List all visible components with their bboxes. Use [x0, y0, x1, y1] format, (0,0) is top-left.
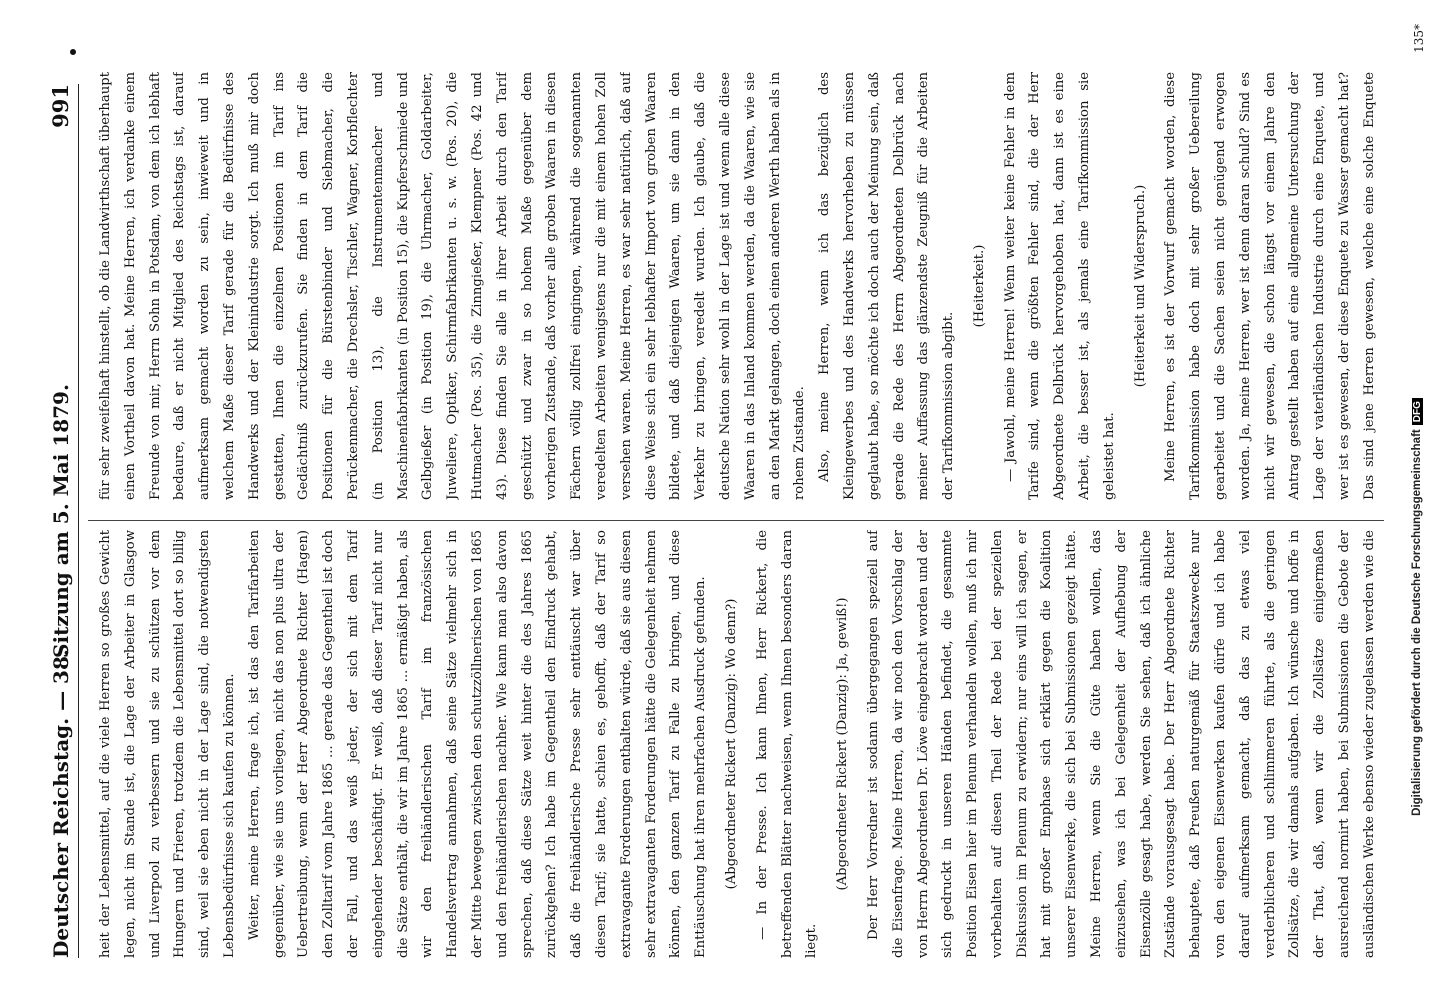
- stage-direction: (Heiterkeit.): [971, 244, 987, 328]
- stage-direction: (Abgeordneter Rickert (Danzig): Wo denn?): [723, 598, 739, 890]
- column-rule: [88, 520, 1384, 521]
- paragraph: — Jawohl, meine Herren! Wenn weiter keine Fehler in dem Tarife sind, wenn die größten Fehler sind, die der Herr Abgeordnete Delbrück hervorgehoben hat, dann ist es eine Arbeit, die besser ist, als jemals eine Tarifkommission sie geleistet hat.: [1002, 72, 1117, 500]
- stage-direction: (Abgeordneter Rickert (Danzig): Ja, gewiß!): [835, 597, 851, 891]
- paragraph: Der Herr Vorredner ist sodann übergegangen speziell auf die Eisenfrage. Meine Herren, da wir noch den Vorschlag der von Herrn Abgeordneten Dr. Löwe eingebracht worden und der sich gedruckt in unseren Händen befindet, die gesammte Position Eisen hier im Plenum verhandeln wollen, muß ich mir vorbehalten auf diesen Theil der Rede bei der speziellen Diskussion im Plenum zu erwidern; nur eins will ich sagen, er hat mit großer Emphase sich erklärt gegen die Koalition unserer Eisenwerke, die sich bei Submissionen gezeigt hätte. Meine Herren, wenn Sie die Güte haben wollen, das einzusehen, was ich bei Gelegenheit der Aufhebung der Eisenzölle gesagt habe, werden Sie sehen, daß ich ähnliche Zustände vorausgesagt habe. Der Herr Abgeordnete Richter behauptete, daß Preußen naturgemäß für Staatszwecke nur von den eigenen Eisenwerken kaufen dürfe und ich habe darauf aufmerksam gemacht, daß das zu etwas viel verderblicheren und schlimmeren führte, als die geringen Zollsätze, die wir damals aufgaben. Ich wünsche und hoffe in der That, daß, wenn wir die Zollsätze einigermaßen ausreichend normirt haben, bei Submissionen die Gebote der ausländischen Werke ebenso wieder zugelassen werden wie die: [865, 530, 1377, 958]
- sidebar: [1402, 260, 1432, 960]
- paragraph: für sehr zweifelhaft hinstellt, ob die Landwirthschaft überhaupt einen Vortheil davon hat. Meine Herren, ich verdanke einem Freunde von mir, Herrn Sohn in Potsdam, von dem ich lebhaft bedaure, daß er nicht Mitglied des Reichstags ist, darauf aufmerksam gemacht worden zu sein, inwieweit und in welchem Maße dieser Tarif gerade für die Bedürfnisse des Handwerks und der Kleinindustrie sorgt. Ich muß mir doch gestatten, Ihnen die einzelnen Positionen im Tarif ins Gedächtniß zurückzurufen. Sie finden in dem Tarif die Positionen für die Bürstenbinder und Siebmacher, die Perückenmacher, die Drechsler, Tischler, Wagner, Korbflechter (in Position 13), die Instrumentenmacher und Maschinenfabrikanten (in Position 15), die Kupferschmiede und Gelbgießer (in Position 19), die Uhrmacher, Goldarbeiter, Juweliere, Optiker, Schirmfabrikanten u. s. w. (Pos. 20), die Hutmacher (Pos. 35), die Zinngießer, Klempner (Pos. 42 und 43). Diese finden Sie alle in ihrer Arbeit durch den Tarif geschützt und zwar in so hohem Maße gegenüber dem vorherigen Zustande, daß vorher alle groben Waaren in diesen Fächern völlig zollfrei eingingen, während die sogenannten veredelten Arbeiten wenigstens nur die mit einem hohen Zoll versehen waren. Meine Herren, es war sehr natürlich, daß auf diese Weise sich ein sehr lebhafter Import von groben Waaren bildete, und daß diejenigen Waaren, um sie dann in den Verkehr zu bringen, veredelt wurden. Ich glaube, daß die deutsche Nation sehr wohl in der Lage ist und wenn alle diese Waaren in das Inland kommen werden, da die Waaren, wie sie an den Markt gelangen, doch einen anderen Werth haben als in rohem Zustande.: [98, 72, 808, 500]
- page-number: 991: [48, 84, 73, 128]
- stage-direction: (Heiterkeit und Widerspruch.): [1132, 184, 1148, 388]
- header-center: Sitzung am 5. Mai 1879.: [49, 384, 73, 658]
- dfg-badge: DFG: [1412, 398, 1423, 425]
- header-left: Deutscher Reichstag. — 38.: [49, 649, 73, 958]
- left-column: [94, 530, 1388, 958]
- right-column: [94, 72, 1388, 500]
- ink-dot: [70, 49, 76, 55]
- digitization-notice: [1411, 257, 1423, 957]
- page-header: [46, 84, 79, 958]
- signature-mark: 135*: [1412, 24, 1426, 53]
- paragraph: Also, meine Herren, wenn ich das bezüglich des Kleingewerbes und des Handwerks hervorheben zu müssen geglaubt habe, so möchte ich doch auch der Meinung sein, daß gerade die Rede des Herrn Abgeordneten Delbrück nach meiner Auffassung das glänzendste Zeugniß für die Arbeiten der Tarifkommission abgibt.: [817, 72, 957, 500]
- digitization-notice-text: Digitalisierung gefördert durch die Deutsche Forschungsgemeinschaft: [1411, 429, 1423, 816]
- paragraph: Weiter, meine Herren, frage ich, ist das den Tarifarbeiten gegenüber, wie sie uns vorliegen, nicht das non plus ultra der Uebertreibung, wenn der Herr Abgeordnete Richter (Hagen) den Zolltarif vom Jahre 1865 ... gerade das Gegentheil ist doch der Fall, und das weiß jeder, der sich mit dem Tarif eingehender beschäftigt. Er weiß, daß dieser Tarif nicht nur die Sätze enthält, die wir im Jahre 1865 ... ermäßigt haben, als wir den freihändlerischen Tarif im französischen Handelsvertrag annahmen, daß seine Sätze vielmehr sich in der Mitte bewegen zwischen den schutzzöllnerischen von 1865 und den freihändlerischen nachher. Wie kann man also davon sprechen, daß diese Sätze weit hinter die des Jahres 1865 zurückgehen? Ich habe im Gegentheil den Eindruck gehabt, daß die freihändlerische Presse sehr enttäuscht war über diesen Tarif; sie hatte, schien es, gehofft, daß der Tarif so extravagante Forderungen enthalten würde, daß sie aus diesen sehr extravaganten Forderungen hätte die Gelegenheit nehmen können, den ganzen Tarif zu Falle zu bringen, und diese Enttäuschung hat ihren mehrfachen Ausdruck gefunden.: [246, 530, 709, 958]
- paragraph: — In der Presse. Ich kann Ihnen, Herr Rickert, die betreffenden Blätter nachweisen, wenn Ihnen besonders daran liegt.: [754, 530, 820, 958]
- paragraph: heit der Lebensmittel, auf die viele Herren so großes Gewicht legen, nicht im Stande ist, die Lage der Arbeiter in Glasgow und Liverpool zu verbessern und sie zu schützen vor dem Hungern und Frieren, trotzdem die Lebensmittel dort so billig sind, weil sie eben nicht in der Lage sind, die notwendigsten Lebensbedürfnisse sich kaufen zu können.: [98, 530, 237, 958]
- paragraph: Meine Herren, es ist der Vorwurf gemacht worden, diese Tarifkommission habe doch mit sehr großer Uebereilung gearbeitet und die Sachen seien nicht genügend erwogen worden. Ja, meine Herren, wer ist denn daran schuld? Sind es nicht wir gewesen, die schon längst vor einem Jahre den Antrag gestellt haben auf eine allgemeine Untersuchung der Lage der vaterländischen Industrie durch eine Enquete, und wer ist es gewesen, der diese Enquete zu Wasser gemacht hat? Das sind jene Herren gewesen, welche eine solche Enquete: [1163, 72, 1377, 500]
